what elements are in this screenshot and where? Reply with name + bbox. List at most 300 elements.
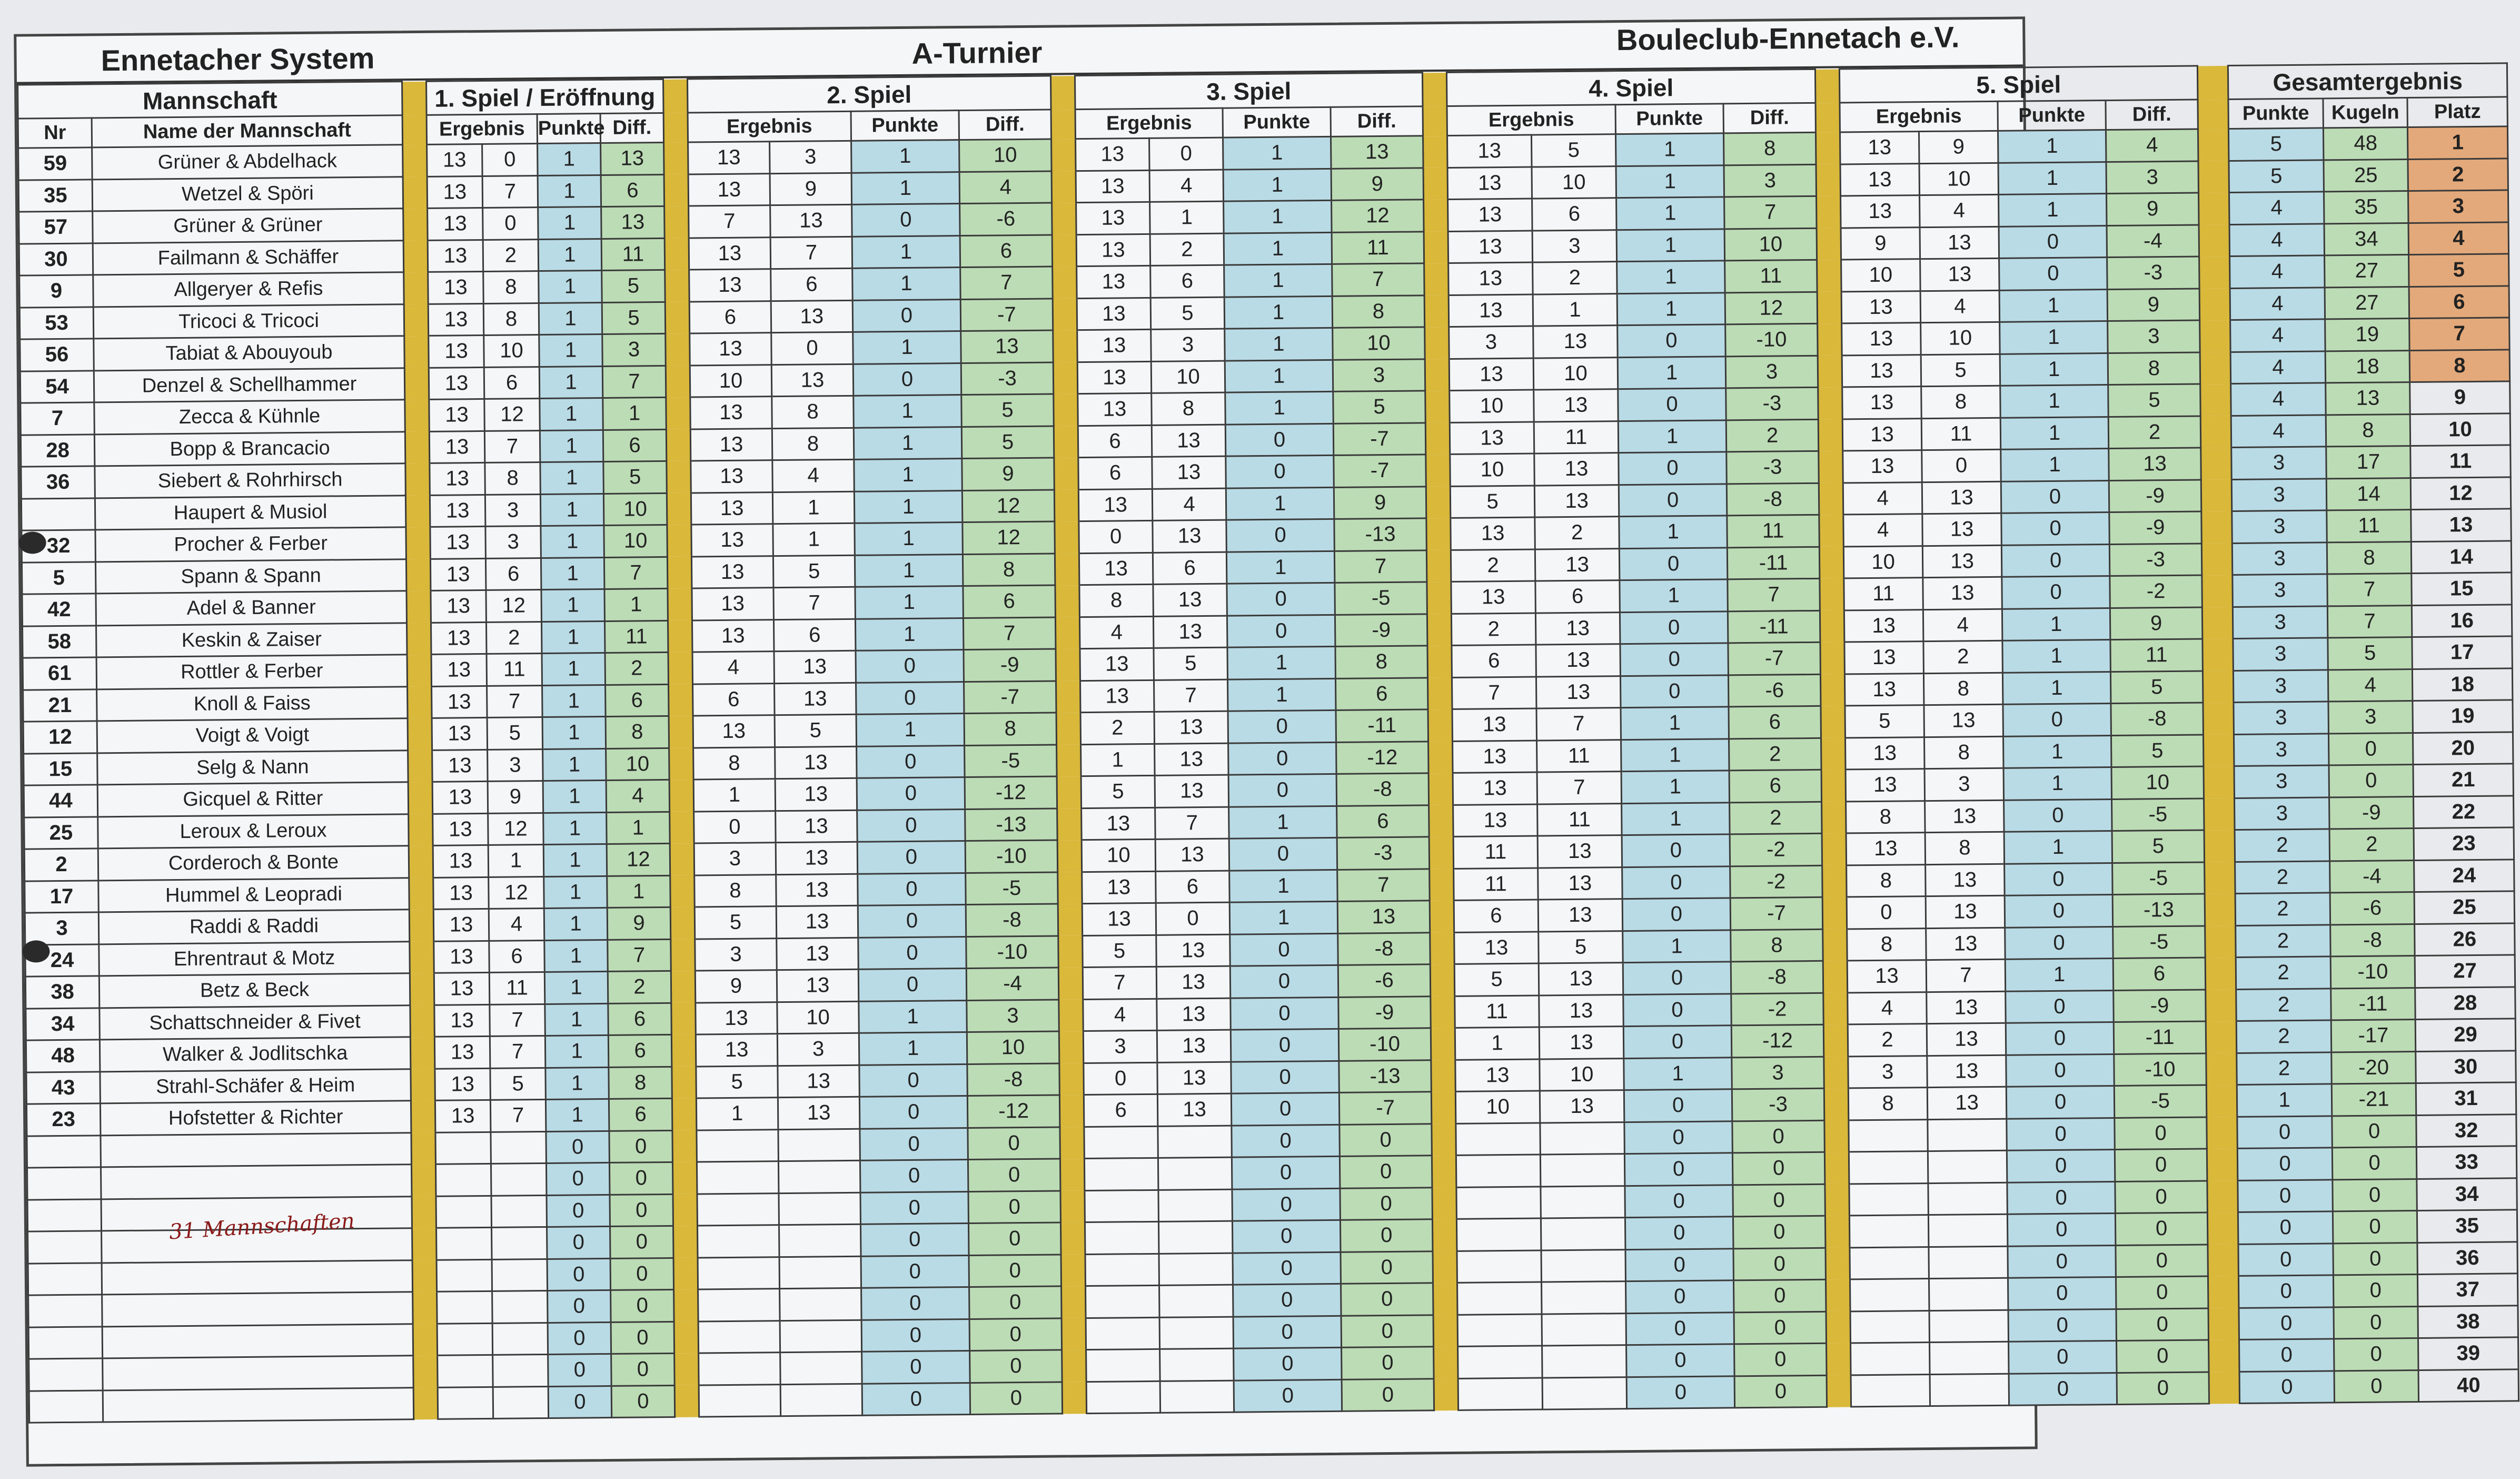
game-points: 0 xyxy=(1618,324,1726,357)
game-diff: 6 xyxy=(603,429,667,462)
game-diff: 0 xyxy=(1340,1219,1433,1252)
game-diff: 9 xyxy=(1334,486,1426,519)
game-diff: -2 xyxy=(1731,993,1824,1026)
separator xyxy=(1051,139,1076,171)
score-opponent xyxy=(1159,1317,1234,1349)
score-own: 4 xyxy=(1083,999,1157,1031)
score-opponent: 13 xyxy=(1922,513,2002,546)
place: 33 xyxy=(2416,1146,2517,1179)
game-diff: -10 xyxy=(966,935,1059,968)
game-points: 1 xyxy=(1224,232,1332,265)
separator xyxy=(408,782,433,814)
separator xyxy=(404,272,429,304)
score-opponent: 0 xyxy=(483,208,539,240)
score-own: 13 xyxy=(1451,581,1536,614)
separator xyxy=(1825,1184,1850,1216)
team-nr xyxy=(28,1326,103,1359)
score-own xyxy=(1851,1374,1930,1407)
game-diff: 5 xyxy=(961,394,1054,427)
score-own xyxy=(1850,1279,1930,1312)
place: 27 xyxy=(2415,955,2515,988)
place: 32 xyxy=(2416,1114,2517,1147)
game-points: 1 xyxy=(1229,806,1337,839)
game-diff: 7 xyxy=(1332,263,1425,296)
score-own: 13 xyxy=(1079,553,1153,585)
score-opponent: 3 xyxy=(1151,329,1225,361)
game-diff: 0 xyxy=(1733,1184,1825,1217)
diff-header: Diff. xyxy=(959,110,1051,140)
game-points: 0 xyxy=(1620,611,1728,644)
game-points: 0 xyxy=(1227,583,1335,615)
score-opponent: 13 xyxy=(775,683,857,715)
team-name: Schattschneider & Fivet xyxy=(100,1005,411,1040)
game-diff: 5 xyxy=(2108,384,2201,417)
game-points: 0 xyxy=(2005,894,2113,927)
separator xyxy=(1825,1247,1850,1279)
game-points: 1 xyxy=(538,239,602,271)
game-points: 0 xyxy=(857,841,966,874)
team-nr: 15 xyxy=(24,753,98,785)
score-own: 3 xyxy=(694,843,776,875)
game-points: 1 xyxy=(1224,264,1333,297)
separator xyxy=(1434,1346,1459,1378)
separator xyxy=(672,1130,697,1162)
separator xyxy=(1427,645,1452,677)
separator xyxy=(1055,521,1079,554)
separator xyxy=(410,941,434,973)
separator xyxy=(2204,766,2235,798)
game-diff: 13 xyxy=(1331,136,1424,169)
score-opponent: 3 xyxy=(1924,768,2004,801)
separator xyxy=(1055,553,1079,585)
game-points: 0 xyxy=(1618,388,1727,421)
score-opponent: 7 xyxy=(490,1099,546,1131)
score-opponent: 7 xyxy=(487,685,543,717)
game-points: 0 xyxy=(1620,643,1729,676)
game-diff: 10 xyxy=(2111,766,2204,799)
team-nr: 3 xyxy=(25,912,99,945)
separator xyxy=(668,652,693,684)
separator xyxy=(1432,1123,1456,1156)
game-diff: 0 xyxy=(2116,1308,2209,1340)
separator xyxy=(1054,489,1079,521)
total-balls: -17 xyxy=(2331,1019,2416,1052)
score-opponent xyxy=(1930,1374,2009,1406)
game-diff: 4 xyxy=(606,780,670,812)
score-own: 7 xyxy=(1452,677,1536,709)
separator xyxy=(1431,1091,1456,1123)
game-1-header: 1. Spiel / Eröffnung xyxy=(426,79,664,115)
score-own: 0 xyxy=(1079,520,1153,553)
score-opponent: 2 xyxy=(1923,640,2003,673)
place: 40 xyxy=(2418,1369,2519,1402)
separator xyxy=(409,877,434,910)
score-own: 13 xyxy=(1077,265,1151,298)
separator xyxy=(1058,904,1083,936)
game-diff: -13 xyxy=(965,808,1058,841)
total-points: 2 xyxy=(2236,924,2331,957)
game-diff: -8 xyxy=(966,904,1058,936)
score-opponent: 6 xyxy=(1532,198,1617,231)
score-opponent: 12 xyxy=(484,399,540,431)
place: 22 xyxy=(2414,795,2514,828)
game-points: 0 xyxy=(2004,799,2112,832)
score-own xyxy=(436,1196,492,1228)
score-own xyxy=(697,1193,779,1226)
game-diff: -5 xyxy=(2112,798,2205,831)
game-points: 0 xyxy=(860,1223,969,1256)
total-points: 3 xyxy=(2232,542,2327,575)
score-opponent xyxy=(1929,1310,2009,1343)
separator xyxy=(670,875,695,908)
team-nr xyxy=(28,1295,103,1327)
game-diff: 2 xyxy=(1730,802,1822,834)
game-diff: 5 xyxy=(2111,734,2204,767)
score-opponent: 13 xyxy=(1153,616,1227,648)
game-diff: 0 xyxy=(1734,1279,1827,1312)
score-own: 10 xyxy=(1841,259,1921,292)
separator xyxy=(1823,1024,1848,1057)
score-own: 0 xyxy=(1084,1062,1158,1095)
game-diff: 0 xyxy=(2117,1340,2209,1373)
game-points: 1 xyxy=(1225,328,1333,360)
game-diff: 7 xyxy=(960,267,1053,299)
total-points: 3 xyxy=(2231,478,2327,511)
score-opponent: 13 xyxy=(1538,899,1623,932)
game-diff: 0 xyxy=(611,1289,674,1322)
separator xyxy=(410,1037,435,1069)
game-diff: -12 xyxy=(965,776,1057,809)
place: 38 xyxy=(2418,1305,2518,1338)
total-balls: -11 xyxy=(2331,988,2416,1020)
game-diff: -8 xyxy=(1338,932,1431,965)
total-points: 0 xyxy=(2237,1148,2333,1180)
game-diff: -5 xyxy=(2113,925,2206,958)
score-own xyxy=(1849,1183,1929,1216)
separator xyxy=(2204,734,2235,766)
separator xyxy=(1815,103,1840,132)
score-own: 13 xyxy=(1453,772,1537,805)
separator xyxy=(411,1100,435,1132)
game-diff: -5 xyxy=(1335,582,1427,615)
game-points: 0 xyxy=(2006,1022,2114,1054)
separator xyxy=(404,304,429,336)
separator xyxy=(1816,164,1841,196)
score-own: 13 xyxy=(433,877,489,909)
game-points: 0 xyxy=(2008,1277,2117,1309)
score-own: 6 xyxy=(1078,457,1153,489)
game-points: 1 xyxy=(541,621,605,654)
game-diff: 0 xyxy=(970,1350,1063,1383)
game-diff: 6 xyxy=(1729,770,1822,802)
separator xyxy=(1821,706,1846,738)
separator xyxy=(2201,447,2232,479)
team-name: Keskin & Zaiser xyxy=(96,623,408,657)
separator xyxy=(1059,1063,1084,1095)
separator xyxy=(1428,709,1453,741)
separator xyxy=(1825,1216,1850,1248)
game-diff: 8 xyxy=(1731,929,1823,962)
score-opponent: 13 xyxy=(1540,1090,1624,1123)
separator xyxy=(669,684,693,716)
separator xyxy=(669,748,694,780)
total-balls: 48 xyxy=(2323,127,2408,160)
game-points: 0 xyxy=(852,299,961,332)
score-own xyxy=(697,1225,779,1258)
score-own: 13 xyxy=(1447,167,1532,200)
game-points: 1 xyxy=(1617,261,1725,293)
score-opponent: 4 xyxy=(1920,194,1999,227)
team-nr: 21 xyxy=(23,689,97,722)
score-opponent: 13 xyxy=(1156,966,1231,999)
game-points: 1 xyxy=(2000,321,2108,354)
game-points: 1 xyxy=(2003,735,2112,768)
score-opponent: 13 xyxy=(1539,963,1623,995)
score-opponent xyxy=(1928,1150,2007,1183)
points-header: Punkte xyxy=(1223,107,1331,137)
score-own: 13 xyxy=(1082,807,1156,840)
game-points: 1 xyxy=(1621,771,1730,803)
score-opponent: 4 xyxy=(489,908,544,940)
game-points: 1 xyxy=(853,331,961,364)
separator xyxy=(667,461,691,493)
team-nr: 54 xyxy=(20,370,94,403)
score-own: 13 xyxy=(428,303,484,336)
game-points: 0 xyxy=(861,1287,970,1319)
total-balls: 34 xyxy=(2324,223,2409,255)
game-points: 1 xyxy=(1224,296,1333,329)
team-name: Corderoch & Bonte xyxy=(98,846,409,881)
game-diff: 0 xyxy=(1732,1120,1825,1153)
score-own: 13 xyxy=(1076,138,1150,171)
team-nr: 25 xyxy=(24,816,98,849)
score-opponent: 8 xyxy=(485,462,541,495)
game-diff: 1 xyxy=(607,875,671,908)
game-diff: -12 xyxy=(1336,741,1429,774)
game-diff: 7 xyxy=(1728,578,1820,611)
game-points: 0 xyxy=(2008,1309,2117,1342)
score-opponent xyxy=(1928,1214,2008,1247)
score-own: 13 xyxy=(691,492,773,525)
separator xyxy=(1058,935,1083,968)
separator xyxy=(671,939,696,971)
score-opponent: 7 xyxy=(1154,679,1228,712)
separator xyxy=(1429,836,1454,869)
total-points: 2 xyxy=(2235,829,2330,862)
game-points: 0 xyxy=(1230,933,1338,966)
score-own: 0 xyxy=(694,811,776,843)
score-own xyxy=(697,1129,779,1162)
game-diff: 0 xyxy=(969,1286,1062,1319)
total-balls: 27 xyxy=(2325,255,2409,288)
score-own: 13 xyxy=(434,1036,490,1068)
team-name: Strahl-Schäfer & Heim xyxy=(100,1069,411,1103)
game-diff: -3 xyxy=(1732,1088,1824,1121)
total-points: 3 xyxy=(2231,447,2327,479)
separator xyxy=(1433,1315,1458,1347)
separator xyxy=(1815,69,1840,103)
score-opponent: 7 xyxy=(482,175,538,208)
game-points: 1 xyxy=(1229,901,1338,934)
results-table-wrapper xyxy=(17,62,2519,1423)
game-diff: 3 xyxy=(2106,161,2199,194)
game-diff: -9 xyxy=(1338,996,1431,1029)
separator xyxy=(1052,234,1077,267)
score-own: 6 xyxy=(1452,645,1536,677)
score-opponent: 13 xyxy=(1155,775,1229,807)
game-diff: -9 xyxy=(2109,511,2202,544)
game-diff: -9 xyxy=(964,649,1056,682)
separator xyxy=(404,336,429,368)
score-opponent: 3 xyxy=(488,749,543,781)
game-points: 1 xyxy=(2003,767,2112,800)
game-diff: -6 xyxy=(960,203,1053,235)
total-points: 0 xyxy=(2238,1243,2334,1276)
game-diff: 0 xyxy=(1342,1347,1434,1379)
separator xyxy=(1053,267,1077,299)
game-points: 1 xyxy=(1619,516,1728,548)
game-diff: -7 xyxy=(1334,455,1426,487)
separator xyxy=(1817,260,1842,292)
game-diff: 3 xyxy=(2108,320,2200,353)
score-opponent: 2 xyxy=(1533,262,1618,294)
separator xyxy=(672,1098,697,1130)
score-own xyxy=(1850,1247,1929,1279)
score-own: 13 xyxy=(696,1002,778,1034)
score-sheet xyxy=(14,16,2481,1466)
score-opponent: 4 xyxy=(772,459,855,492)
game-points: 0 xyxy=(1623,993,1732,1026)
total-balls: 3 xyxy=(2328,701,2413,734)
separator xyxy=(671,1002,696,1034)
team-nr: 30 xyxy=(19,243,93,275)
separator xyxy=(1055,585,1080,617)
score-opponent: 3 xyxy=(777,1033,859,1066)
separator xyxy=(1824,1120,1849,1152)
place: 39 xyxy=(2418,1337,2519,1370)
team-nr: 23 xyxy=(26,1103,101,1136)
score-opponent: 5 xyxy=(1150,297,1225,330)
team-nr: 9 xyxy=(19,275,94,308)
score-own: 13 xyxy=(1078,489,1153,521)
score-opponent xyxy=(491,1131,547,1164)
separator xyxy=(1427,677,1452,709)
score-opponent: 5 xyxy=(1539,931,1623,963)
score-own xyxy=(1086,1317,1160,1350)
game-points: 1 xyxy=(545,1003,609,1036)
game-points: 1 xyxy=(539,334,603,367)
team-nr: 5 xyxy=(22,561,96,594)
total-points: 0 xyxy=(2237,1116,2333,1148)
score-own: 8 xyxy=(1079,584,1154,617)
game-points: 0 xyxy=(857,745,965,778)
separator xyxy=(1430,932,1455,964)
game-diff: -3 xyxy=(961,362,1054,395)
score-own: 13 xyxy=(1082,903,1156,935)
separator xyxy=(1824,1056,1849,1088)
score-opponent: 13 xyxy=(1926,895,2005,928)
game-diff: 5 xyxy=(602,270,666,302)
game-points: 1 xyxy=(855,554,963,587)
separator xyxy=(2209,1372,2240,1404)
game-points: 1 xyxy=(859,1000,967,1033)
score-opponent: 1 xyxy=(772,491,855,524)
score-opponent xyxy=(492,1259,548,1291)
separator xyxy=(2207,1117,2238,1149)
separator xyxy=(407,654,432,686)
score-opponent: 13 xyxy=(1533,326,1618,358)
score-own: 13 xyxy=(693,715,775,748)
team-name: Denzel & Schellhammer xyxy=(94,368,405,402)
game-points: 0 xyxy=(2007,1118,2115,1150)
score-opponent xyxy=(1930,1342,2009,1374)
club-title: Bouleclub-Ennetach e.V. xyxy=(1616,20,1960,57)
score-own xyxy=(698,1289,780,1322)
separator xyxy=(672,1066,697,1098)
game-points: 0 xyxy=(857,809,966,842)
score-own: 13 xyxy=(429,367,484,399)
score-own xyxy=(699,1353,781,1385)
score-own: 5 xyxy=(1845,705,1924,738)
game-diff: 0 xyxy=(1734,1375,1827,1408)
separator xyxy=(1434,1378,1459,1411)
game-diff: 0 xyxy=(1342,1378,1434,1411)
score-opponent xyxy=(1928,1119,2007,1151)
team-nr xyxy=(28,1231,102,1264)
game-diff: -3 xyxy=(1726,387,1819,420)
score-own: 9 xyxy=(1841,227,1920,260)
game-points: 1 xyxy=(539,302,602,335)
score-opponent: 1 xyxy=(1150,201,1224,234)
separator xyxy=(674,1385,699,1417)
game-diff: 2 xyxy=(605,652,669,685)
game-diff: -10 xyxy=(2114,1053,2207,1086)
score-own: 13 xyxy=(1448,262,1533,295)
separator xyxy=(1826,1311,1851,1343)
game-points: 1 xyxy=(544,971,608,1004)
score-own xyxy=(1457,1314,1542,1346)
separator xyxy=(2199,224,2230,257)
total-balls: -4 xyxy=(2330,860,2415,893)
place: 30 xyxy=(2416,1050,2516,1083)
score-own: 13 xyxy=(434,972,490,1004)
game-diff: 9 xyxy=(607,907,671,940)
game-points: 0 xyxy=(546,1131,610,1164)
score-opponent: 8 xyxy=(772,428,854,460)
game-points: 1 xyxy=(854,427,962,459)
separator xyxy=(2202,575,2233,607)
score-own xyxy=(1457,1282,1542,1315)
score-opponent: 10 xyxy=(484,335,540,367)
score-own: 7 xyxy=(1083,967,1157,999)
game-diff: 8 xyxy=(606,716,669,748)
game-diff: 7 xyxy=(963,617,1056,649)
score-opponent: 13 xyxy=(1534,485,1619,517)
score-opponent: 11 xyxy=(1537,740,1622,772)
game-diff: 7 xyxy=(602,366,666,398)
team-name: Raddi & Raddi xyxy=(98,910,410,944)
game-diff: 3 xyxy=(1333,359,1425,391)
game-points: 0 xyxy=(1999,225,2107,258)
score-own: 13 xyxy=(689,237,771,270)
separator xyxy=(405,463,430,495)
game-diff: 8 xyxy=(963,554,1055,586)
game-diff: 0 xyxy=(609,1130,673,1163)
separator xyxy=(2207,1180,2238,1212)
game-5-header: 5. Spiel xyxy=(1839,66,2198,103)
score-opponent: 13 xyxy=(1536,676,1621,708)
score-own: 11 xyxy=(1453,836,1538,869)
